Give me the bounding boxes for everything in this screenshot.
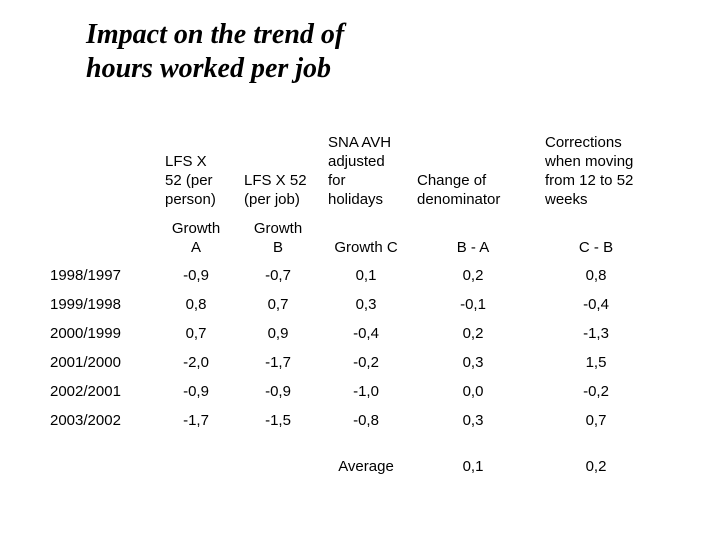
column-subheader-line: Growth C	[334, 239, 398, 256]
column-header-line: LFS X	[165, 153, 207, 170]
column-header	[165, 152, 216, 209]
row-label: 2000/1999	[50, 325, 121, 342]
column-subheader	[172, 219, 220, 257]
column-subheader	[254, 219, 302, 257]
row-label: 1998/1997	[50, 267, 121, 284]
table-cell: -0,4	[583, 296, 609, 313]
table-cell: -0,9	[183, 267, 209, 284]
column-subheader-line: B - A	[456, 239, 490, 256]
table-cell: -1,3	[583, 325, 609, 342]
column-subheader-line: B	[272, 239, 284, 256]
column-header-line: from 12 to 52	[545, 172, 634, 189]
column-subheader	[457, 238, 490, 257]
row-label: 1999/1998	[50, 296, 121, 313]
table-cell: 0,1	[355, 267, 377, 284]
table-cell: 0,2	[462, 267, 484, 284]
table-cell: 0,8	[585, 267, 607, 284]
table-cell: 0,3	[462, 412, 484, 429]
table-cell: -1,7	[265, 354, 291, 371]
title-line-2: hours worked per job	[86, 53, 332, 84]
table-cell: -0,8	[353, 412, 379, 429]
column-header-line: when moving	[545, 153, 634, 170]
row-label: 2003/2002	[50, 412, 121, 429]
column-subheader-line: Growth	[253, 220, 303, 237]
column-header-line: person)	[165, 191, 216, 208]
row-label: 2002/2001	[50, 383, 121, 400]
row-label: 2001/2000	[50, 354, 121, 371]
column-header-line: adjusted	[328, 153, 385, 170]
table-cell: 0,2	[462, 325, 484, 342]
table-cell: 1,5	[585, 354, 607, 371]
table-cell: -0,9	[183, 383, 209, 400]
column-header-line: SNA AVH	[328, 134, 392, 151]
page-title	[86, 18, 344, 86]
table-cell: -0,2	[353, 354, 379, 371]
column-header-line: for	[328, 172, 346, 189]
table-cell: 0,0	[462, 383, 484, 400]
column-header-line: LFS X 52	[244, 172, 307, 189]
column-subheader	[579, 238, 613, 257]
average-label: Average	[338, 458, 394, 475]
column-header-line: denominator	[417, 191, 501, 208]
column-subheader-line: Growth	[171, 220, 221, 237]
column-header-line: weeks	[545, 191, 588, 208]
table-cell: -0,9	[265, 383, 291, 400]
table-cell: -0,4	[353, 325, 379, 342]
title-line-1: Impact on the trend of	[86, 19, 345, 50]
column-subheader	[334, 238, 397, 257]
table-cell: -0,7	[265, 267, 291, 284]
table-cell: -1,0	[353, 383, 379, 400]
table-cell: 0,3	[462, 354, 484, 371]
column-subheader-line: A	[190, 239, 202, 256]
column-header	[244, 171, 307, 209]
column-header-line: 52 (per	[165, 172, 213, 189]
average-cell: 0,1	[462, 458, 484, 475]
average-cell: 0,2	[585, 458, 607, 475]
column-subheader-line: C - B	[578, 239, 614, 256]
table-cell: -0,2	[583, 383, 609, 400]
table-cell: -0,1	[460, 296, 486, 313]
table-cell: 0,7	[585, 412, 607, 429]
table-cell: 0,3	[355, 296, 377, 313]
table-cell: 0,7	[267, 296, 289, 313]
column-header-line: Change of	[417, 172, 487, 189]
table-cell: 0,7	[185, 325, 207, 342]
table-cell: -2,0	[183, 354, 209, 371]
table-cell: -1,5	[265, 412, 291, 429]
column-header-line: Corrections	[545, 134, 622, 151]
column-header-line: holidays	[328, 191, 384, 208]
table-cell: 0,9	[267, 325, 289, 342]
column-header	[545, 133, 633, 209]
table-cell: -1,7	[183, 412, 209, 429]
column-header-line: (per job)	[244, 191, 300, 208]
column-header	[328, 133, 391, 209]
table-cell: 0,8	[185, 296, 207, 313]
column-header	[417, 171, 500, 209]
